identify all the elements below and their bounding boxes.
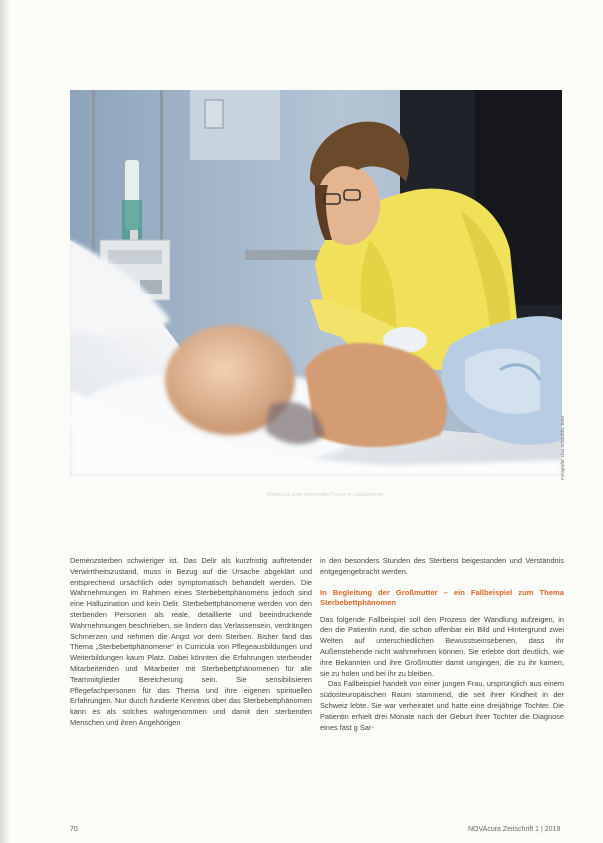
journal-footer: NOVAcura Zeitschrift 1 | 2019 — [468, 826, 561, 833]
section-subheading: In Begleitung der Großmutter – ein Fallbeispiel zum Thema Sterbebettphänomen — [320, 587, 564, 607]
photo-illustration — [70, 90, 562, 476]
body-paragraph: in den besonders Stunden des Sterbens beigestanden und Verständnis entgegengebracht werden. — [320, 556, 564, 576]
text-column-right — [320, 556, 564, 733]
photo-credit: Fotografie: Lisa Schäublin, Bern — [560, 415, 565, 480]
text-column-left — [70, 556, 312, 729]
hospital-photo — [70, 90, 562, 476]
body-paragraph: Das folgende Fallbeispiel soll den Prozess der Wandlung aufzeigen, in den die Patientin rund, die schon offenbar ein Bild und Hintergrund zwei Welten auf unterschiedlichen Bewusstseinsebenen, dass ihr Außenstehende nicht wahrnehmen können. Sie erlebte dort deutlich, wie ihre Bekannten und ihre Großmutter damit umgingen, die zu ihr kamen, sie zu holen und bei ihr zu bleiben. — [320, 614, 564, 678]
scan-edge-shadow — [0, 0, 10, 843]
photo-caption: Begleitung einer sterbenden Person im Spitalzimmer — [266, 492, 384, 498]
body-paragraph: Demenzsterben schwieriger ist. Das Delir als kurzfristig auftretender Verwirrtheitszustand, muss in Bezug auf die Ursache abgeklärt und entsprechend ursächlich oder symptomatisch behandelt werden. Die Wahrnehmungen im Rahmen eines Sterbebettphänomens jedoch sind eine Halluzination und kein Delir. Sterbebettphänomene werden von den sterbenden Personen als reale, detaillierte und beeindruckende Wahrnehmungen beschrieben, sie lindern das Verlassensein, verdrängen Schmerzen und nehmen die Angst vor dem Sterben. Bisher fand das Thema „Sterbebettphänomene“ in Curricula von Pflegeausbildungen und Weiterbildungen kaum Platz. Dabei könnten die Erfahrungen sterbender Mitarbeitenden und Mitarbeiter mit Sterbebettphänomenen für alle Teammitglieder Bereicherung sein. Sie sensibilisieren Pflegefachpersonen für das Thema und ihre eigenen spirituellen Erfahrungen. Nur durch fundierte Kenntnis über das Sterbebettphänomen kann es als solches wahrgenommen und damit den sterbenden Menschen und ihren Angehörigen — [70, 556, 312, 727]
page-number: 70 — [70, 826, 78, 833]
body-paragraph: Das Fallbeispiel handelt von einer jungen Frau, ursprünglich aus einem südosteuropäischen Raum stammend, die seit ihrer Kindheit in der Schweiz lebte. Sie war verheiratet und hatte eine dreijährige Tochter. Die Patientin erhielt drei Monate nach der Geburt ihrer Tochter die Diagnose eines fast g Sar- — [320, 679, 564, 732]
